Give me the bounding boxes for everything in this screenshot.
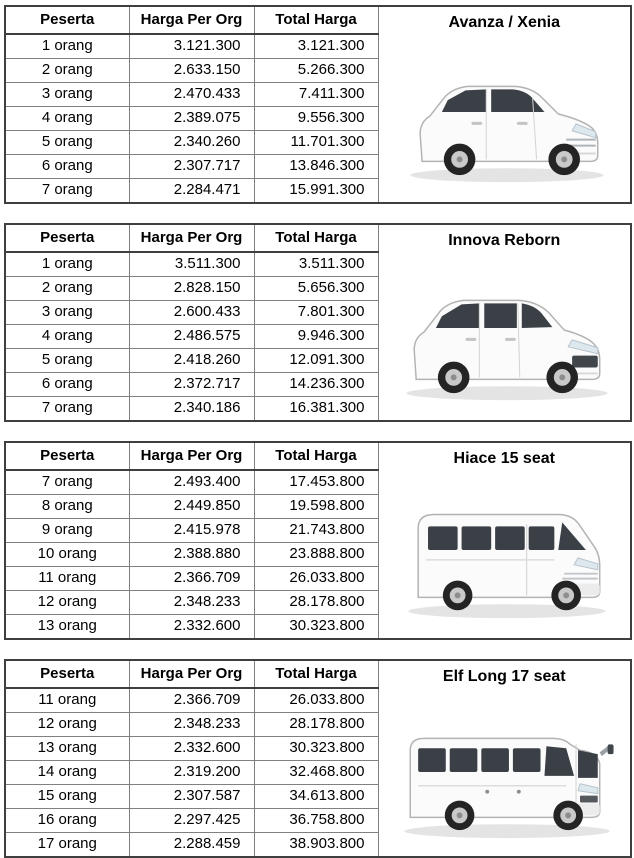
total-harga-value: 28.178.800 bbox=[254, 713, 378, 737]
vehicle-title: Avanza / Xenia bbox=[448, 14, 560, 31]
col-header-total-harga: Total Harga bbox=[254, 660, 378, 688]
total-harga-value: 28.178.800 bbox=[254, 591, 378, 615]
total-harga-value: 11.701.300 bbox=[254, 131, 378, 155]
col-header-peserta: Peserta bbox=[5, 224, 129, 252]
peserta-value: 13 orang bbox=[5, 737, 129, 761]
total-harga-value: 7.801.300 bbox=[254, 301, 378, 325]
total-harga-value: 19.598.800 bbox=[254, 495, 378, 519]
harga-per-org-value: 3.121.300 bbox=[129, 34, 254, 59]
peserta-value: 7 orang bbox=[5, 470, 129, 495]
price-table-innova-reborn bbox=[4, 223, 632, 422]
total-harga-value: 5.656.300 bbox=[254, 277, 378, 301]
total-harga-value: 30.323.800 bbox=[254, 737, 378, 761]
innova-reborn-photo-icon bbox=[382, 253, 628, 411]
harga-per-org-value: 2.307.717 bbox=[129, 155, 254, 179]
table-header-row bbox=[5, 6, 631, 34]
peserta-value: 2 orang bbox=[5, 59, 129, 83]
total-harga-value: 3.511.300 bbox=[254, 252, 378, 277]
total-harga-value: 13.846.300 bbox=[254, 155, 378, 179]
peserta-value: 3 orang bbox=[5, 83, 129, 107]
total-harga-value: 12.091.300 bbox=[254, 349, 378, 373]
harga-per-org-value: 2.486.575 bbox=[129, 325, 254, 349]
col-header-total-harga: Total Harga bbox=[254, 442, 378, 470]
elf-long-photo-icon bbox=[382, 689, 628, 847]
harga-per-org-value: 2.332.600 bbox=[129, 737, 254, 761]
peserta-value: 12 orang bbox=[5, 591, 129, 615]
harga-per-org-value: 2.828.150 bbox=[129, 277, 254, 301]
total-harga-value: 9.556.300 bbox=[254, 107, 378, 131]
total-harga-value: 30.323.800 bbox=[254, 615, 378, 640]
col-header-harga-per-org: Harga Per Org bbox=[129, 224, 254, 252]
harga-per-org-value: 2.348.233 bbox=[129, 591, 254, 615]
harga-per-org-value: 2.332.600 bbox=[129, 615, 254, 640]
harga-per-org-value: 2.388.880 bbox=[129, 543, 254, 567]
harga-per-org-value: 2.297.425 bbox=[129, 809, 254, 833]
total-harga-value: 21.743.800 bbox=[254, 519, 378, 543]
total-harga-value: 14.236.300 bbox=[254, 373, 378, 397]
hiace-photo-icon bbox=[382, 471, 628, 629]
col-header-total-harga: Total Harga bbox=[254, 6, 378, 34]
vehicle-title: Innova Reborn bbox=[448, 232, 561, 249]
peserta-value: 10 orang bbox=[5, 543, 129, 567]
harga-per-org-value: 2.415.978 bbox=[129, 519, 254, 543]
price-table-avanza-xenia bbox=[4, 5, 632, 204]
peserta-value: 5 orang bbox=[5, 131, 129, 155]
peserta-value: 8 orang bbox=[5, 495, 129, 519]
vehicle-title: Elf Long 17 seat bbox=[442, 668, 566, 685]
harga-per-org-value: 2.340.260 bbox=[129, 131, 254, 155]
peserta-value: 14 orang bbox=[5, 761, 129, 785]
col-header-total-harga: Total Harga bbox=[254, 224, 378, 252]
vehicle-title: Hiace 15 seat bbox=[453, 450, 555, 467]
total-harga-value: 34.613.800 bbox=[254, 785, 378, 809]
peserta-value: 7 orang bbox=[5, 179, 129, 204]
total-harga-value: 16.381.300 bbox=[254, 397, 378, 422]
peserta-value: 11 orang bbox=[5, 567, 129, 591]
harga-per-org-value: 2.284.471 bbox=[129, 179, 254, 204]
total-harga-value: 26.033.800 bbox=[254, 567, 378, 591]
peserta-value: 9 orang bbox=[5, 519, 129, 543]
price-table-elf-long bbox=[4, 659, 632, 858]
harga-per-org-value: 2.288.459 bbox=[129, 833, 254, 858]
harga-per-org-value: 2.366.709 bbox=[129, 567, 254, 591]
peserta-value: 3 orang bbox=[5, 301, 129, 325]
peserta-value: 13 orang bbox=[5, 615, 129, 640]
table-header-row bbox=[5, 224, 631, 252]
harga-per-org-value: 2.600.433 bbox=[129, 301, 254, 325]
peserta-value: 1 orang bbox=[5, 252, 129, 277]
vehicle-cell-hiace bbox=[378, 442, 631, 639]
peserta-value: 11 orang bbox=[5, 688, 129, 713]
vehicle-cell-avanza-xenia bbox=[378, 6, 631, 203]
col-header-harga-per-org: Harga Per Org bbox=[129, 6, 254, 34]
total-harga-value: 9.946.300 bbox=[254, 325, 378, 349]
peserta-value: 15 orang bbox=[5, 785, 129, 809]
harga-per-org-value: 2.340.186 bbox=[129, 397, 254, 422]
harga-per-org-value: 2.348.233 bbox=[129, 713, 254, 737]
col-header-peserta: Peserta bbox=[5, 6, 129, 34]
peserta-value: 7 orang bbox=[5, 397, 129, 422]
total-harga-value: 23.888.800 bbox=[254, 543, 378, 567]
peserta-value: 5 orang bbox=[5, 349, 129, 373]
table-header-row bbox=[5, 660, 631, 688]
peserta-value: 6 orang bbox=[5, 373, 129, 397]
total-harga-value: 36.758.800 bbox=[254, 809, 378, 833]
harga-per-org-value: 2.470.433 bbox=[129, 83, 254, 107]
harga-per-org-value: 2.319.200 bbox=[129, 761, 254, 785]
col-header-harga-per-org: Harga Per Org bbox=[129, 660, 254, 688]
peserta-value: 17 orang bbox=[5, 833, 129, 858]
harga-per-org-value: 3.511.300 bbox=[129, 252, 254, 277]
peserta-value: 16 orang bbox=[5, 809, 129, 833]
total-harga-value: 32.468.800 bbox=[254, 761, 378, 785]
harga-per-org-value: 2.449.850 bbox=[129, 495, 254, 519]
total-harga-value: 5.266.300 bbox=[254, 59, 378, 83]
col-header-harga-per-org: Harga Per Org bbox=[129, 442, 254, 470]
col-header-peserta: Peserta bbox=[5, 442, 129, 470]
vehicle-cell-innova-reborn bbox=[378, 224, 631, 421]
total-harga-value: 26.033.800 bbox=[254, 688, 378, 713]
total-harga-value: 3.121.300 bbox=[254, 34, 378, 59]
harga-per-org-value: 2.418.260 bbox=[129, 349, 254, 373]
total-harga-value: 15.991.300 bbox=[254, 179, 378, 204]
harga-per-org-value: 2.389.075 bbox=[129, 107, 254, 131]
total-harga-value: 38.903.800 bbox=[254, 833, 378, 858]
price-table-hiace bbox=[4, 441, 632, 640]
peserta-value: 2 orang bbox=[5, 277, 129, 301]
vehicle-cell-elf-long bbox=[378, 660, 631, 857]
peserta-value: 4 orang bbox=[5, 325, 129, 349]
peserta-value: 1 orang bbox=[5, 34, 129, 59]
harga-per-org-value: 2.633.150 bbox=[129, 59, 254, 83]
total-harga-value: 7.411.300 bbox=[254, 83, 378, 107]
total-harga-value: 17.453.800 bbox=[254, 470, 378, 495]
peserta-value: 4 orang bbox=[5, 107, 129, 131]
peserta-value: 6 orang bbox=[5, 155, 129, 179]
table-header-row bbox=[5, 442, 631, 470]
peserta-value: 12 orang bbox=[5, 713, 129, 737]
harga-per-org-value: 2.307.587 bbox=[129, 785, 254, 809]
harga-per-org-value: 2.372.717 bbox=[129, 373, 254, 397]
harga-per-org-value: 2.493.400 bbox=[129, 470, 254, 495]
col-header-peserta: Peserta bbox=[5, 660, 129, 688]
harga-per-org-value: 2.366.709 bbox=[129, 688, 254, 713]
avanza-xenia-photo-icon bbox=[382, 35, 628, 193]
